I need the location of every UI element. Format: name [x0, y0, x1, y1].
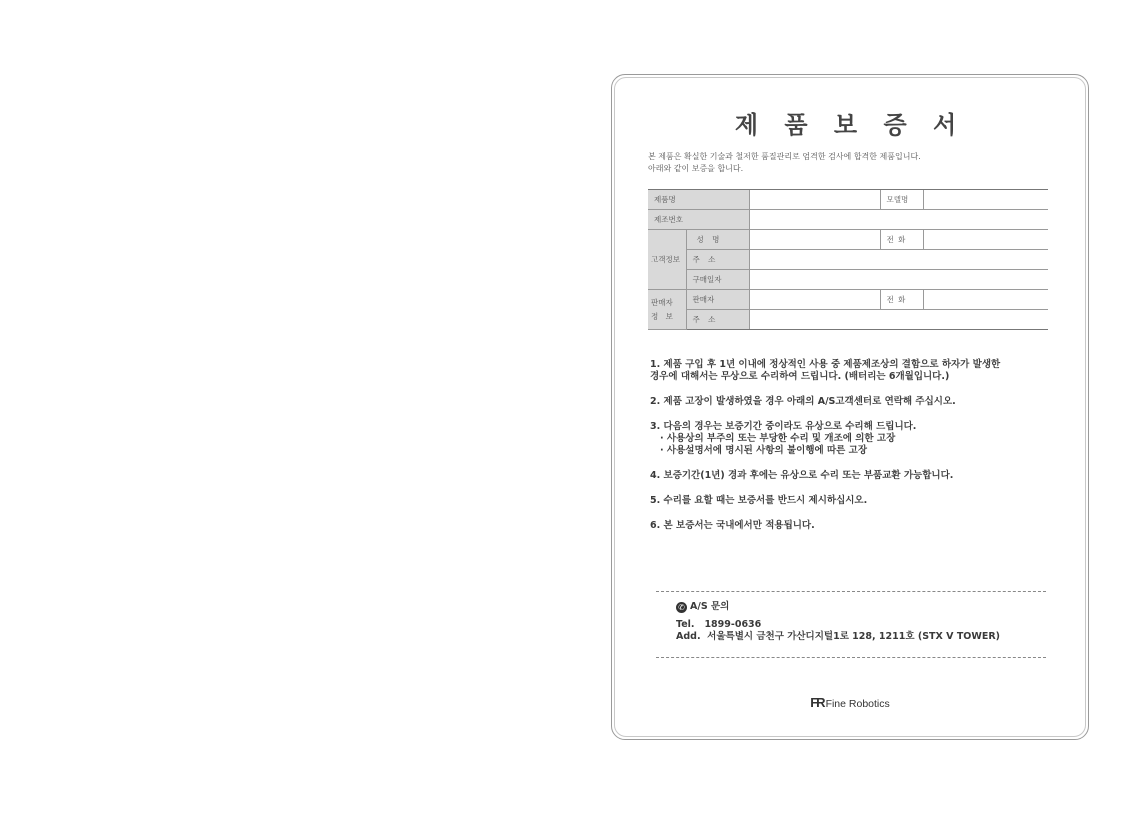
customer-address-value: [749, 250, 1048, 270]
term-item: [650, 470, 1075, 482]
purchase-date-value: [749, 270, 1048, 290]
term-text: 2. 제품 고장이 발생하였을 경우 아래의 A/S고객센터로 연락해 주십시오.: [650, 396, 956, 407]
term-text: 6. 본 보증서는 국내에서만 적용됩니다.: [650, 520, 815, 531]
warranty-terms: [650, 359, 1075, 545]
term-item: [650, 495, 1075, 507]
intro-text: [648, 151, 921, 175]
table-row: [648, 210, 1048, 230]
as-heading-text: A/S 문의: [690, 601, 730, 612]
product-name-label: 제품명: [648, 190, 749, 210]
table-row: [648, 250, 1048, 270]
seller-address-value: [749, 310, 1048, 330]
model-name-label: 모델명: [880, 190, 923, 210]
customer-info-label: 고객정보: [648, 230, 686, 290]
as-heading: [676, 601, 1000, 613]
table-row: [648, 190, 1048, 210]
seller-label: 판매자: [686, 290, 749, 310]
customer-name-value: [749, 230, 880, 250]
warranty-card: [611, 74, 1089, 740]
intro-line: 본 제품은 확실한 기술과 철저한 품질관리로 엄격한 검사에 합격한 제품입니다.: [648, 152, 921, 161]
seller-info-label-line: 정 보: [651, 311, 673, 321]
purchase-date-label: 구매일자: [686, 270, 749, 290]
serial-no-value: [749, 210, 1048, 230]
seller-info-label-line: 판매자: [651, 297, 673, 307]
customer-phone-value: [923, 230, 1048, 250]
term-text: 1. 제품 구입 후 1년 이내에 정상적인 사용 중 제품제조상의 결함으로 하자가 발생한: [650, 359, 1001, 370]
term-item: [650, 359, 1075, 383]
intro-line: 아래와 같이 보증을 합니다.: [648, 164, 744, 173]
divider: [656, 591, 1046, 592]
seller-phone-value: [923, 290, 1048, 310]
customer-phone-label: 전 화: [880, 230, 923, 250]
seller-value: [749, 290, 880, 310]
logo-text: Fine Robotics: [825, 698, 890, 710]
logo-mark: FR: [810, 695, 824, 710]
term-item: [650, 421, 1075, 457]
model-name-value: [923, 190, 1048, 210]
as-tel: Tel. 1899-0636: [676, 619, 762, 630]
table-row: [648, 230, 1048, 250]
document-title: 제 품 보 증 서: [734, 111, 966, 139]
seller-phone-label: 전 화: [880, 290, 923, 310]
term-text: 3. 다음의 경우는 보증기간 중이라도 유상으로 수리해 드립니다.: [650, 421, 917, 432]
seller-info-label: [648, 290, 686, 330]
term-item: [650, 520, 1075, 532]
product-name-value: [749, 190, 880, 210]
divider: [656, 657, 1046, 658]
as-address: Add. 서울특별시 금천구 가산디지털1로 128, 1211호 (STX V TOWER): [676, 631, 1000, 642]
as-contact: [676, 601, 1000, 643]
warranty-info-table: [648, 189, 1048, 330]
term-item: [650, 396, 1075, 408]
term-subtext: · 사용설명서에 명시된 사항의 불이행에 따른 고장: [660, 445, 867, 456]
customer-address-label: 주 소: [686, 250, 749, 270]
table-row: [648, 270, 1048, 290]
term-text: 4. 보증기간(1년) 경과 후에는 유상으로 수리 또는 부품교환 가능합니다.: [650, 470, 954, 481]
term-text: 5. 수리를 요할 때는 보증서를 반드시 제시하십시오.: [650, 495, 868, 506]
term-subtext: · 사용상의 부주의 또는 부당한 수리 및 개조에 의한 고장: [660, 433, 896, 444]
table-row: [648, 290, 1048, 310]
table-row: [648, 310, 1048, 330]
term-text: 경우에 대해서는 무상으로 수리하여 드립니다. (배터리는 6개월입니다.): [650, 371, 950, 382]
serial-no-label: 제조번호: [648, 210, 749, 230]
phone-icon: ✆: [676, 602, 687, 613]
brand-logo: [612, 695, 1088, 710]
seller-address-label: 주 소: [686, 310, 749, 330]
customer-name-label: 성 명: [686, 230, 749, 250]
